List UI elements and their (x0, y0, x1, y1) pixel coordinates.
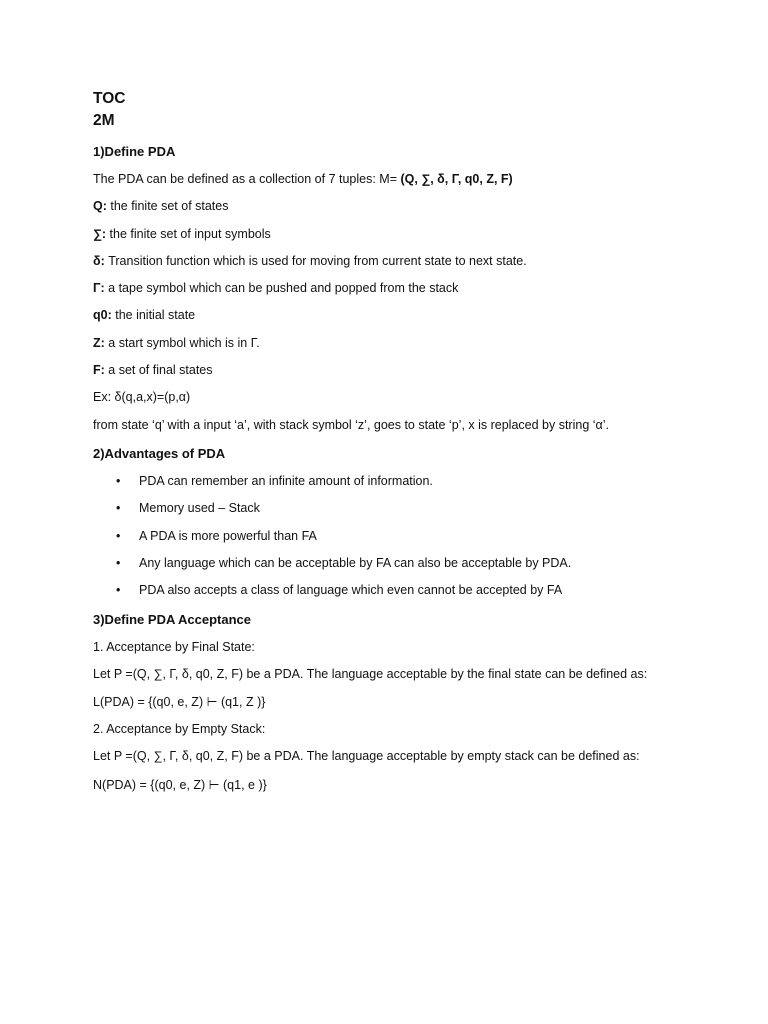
definition-term: Q: (93, 199, 107, 213)
definition-row (93, 227, 271, 241)
bullet-marker: • (116, 501, 121, 515)
final-state-title: 1. Acceptance by Final State: (93, 640, 255, 654)
list-item: Any language which can be acceptable by FA can also be acceptable by PDA. (139, 556, 572, 570)
doc-title: TOC (93, 90, 126, 107)
list-item: PDA also accepts a class of language which even cannot be accepted by FA (139, 583, 563, 597)
definition-row (93, 308, 195, 322)
definition-row (93, 363, 213, 377)
example-note: from state ‘q’ with a input ‘a’, with stack symbol ‘z’, goes to state ‘p’, x is replaced by string ‘α’. (93, 418, 609, 432)
definition-text: the finite set of states (106, 199, 229, 213)
list-item: PDA can remember an infinite amount of information. (139, 474, 433, 488)
doc-subtitle: 2M (93, 112, 115, 129)
empty-stack-title: 2. Acceptance by Empty Stack: (93, 722, 266, 736)
empty-stack-formula: N(PDA) = {(q0, e, Z) ⊢ (q1, e )} (93, 778, 267, 792)
definition-term: q0: (93, 308, 112, 322)
section-heading-acceptance: 3)Define PDA Acceptance (93, 612, 251, 627)
definition-term: ∑: (93, 227, 107, 241)
section-heading-advantages: 2)Advantages of PDA (93, 446, 226, 461)
definition-text: a start symbol which is in Γ. (104, 336, 260, 350)
bullet-marker: • (116, 529, 121, 543)
definition-text: Transition function which is used for moving from current state to next state. (104, 254, 527, 268)
definition-text: the finite set of input symbols (106, 227, 271, 241)
intro-prefix: The PDA can be defined as a collection of 7 tuples: M= (93, 172, 401, 186)
bullet-marker: • (116, 583, 121, 597)
definition-text: a set of final states (104, 363, 213, 377)
list-item: Memory used – Stack (139, 501, 260, 515)
list-item: A PDA is more powerful than FA (139, 529, 317, 543)
final-state-formula: L(PDA) = {(q0, e, Z) ⊢ (q1, Z )} (93, 695, 266, 709)
definition-text: the initial state (111, 308, 196, 322)
definition-row (93, 199, 229, 213)
bullet-marker: • (116, 474, 121, 488)
section-heading-define-pda: 1)Define PDA (93, 144, 176, 159)
final-state-description: Let P =(Q, ∑, Γ, δ, q0, Z, F) be a PDA. The language acceptable by the final state can be defined as: (93, 667, 648, 681)
definition-term: Z: (93, 336, 105, 350)
definition-row (93, 281, 458, 295)
intro-tuple: (Q, ∑, δ, Γ, q0, Z, F) (400, 172, 513, 186)
definition-term: δ: (93, 254, 105, 268)
definition-row (93, 254, 527, 268)
example-line: Ex: δ(q,a,x)=(p,α) (93, 390, 191, 404)
empty-stack-description: Let P =(Q, ∑, Γ, δ, q0, Z, F) be a PDA. The language acceptable by empty stack can be defined as: (93, 749, 640, 763)
bullet-marker: • (116, 556, 121, 570)
definition-row (93, 336, 260, 350)
definition-text: a tape symbol which can be pushed and popped from the stack (104, 281, 459, 295)
definition-term: Γ: (93, 281, 105, 295)
intro-paragraph (93, 172, 513, 186)
definition-term: F: (93, 363, 105, 377)
